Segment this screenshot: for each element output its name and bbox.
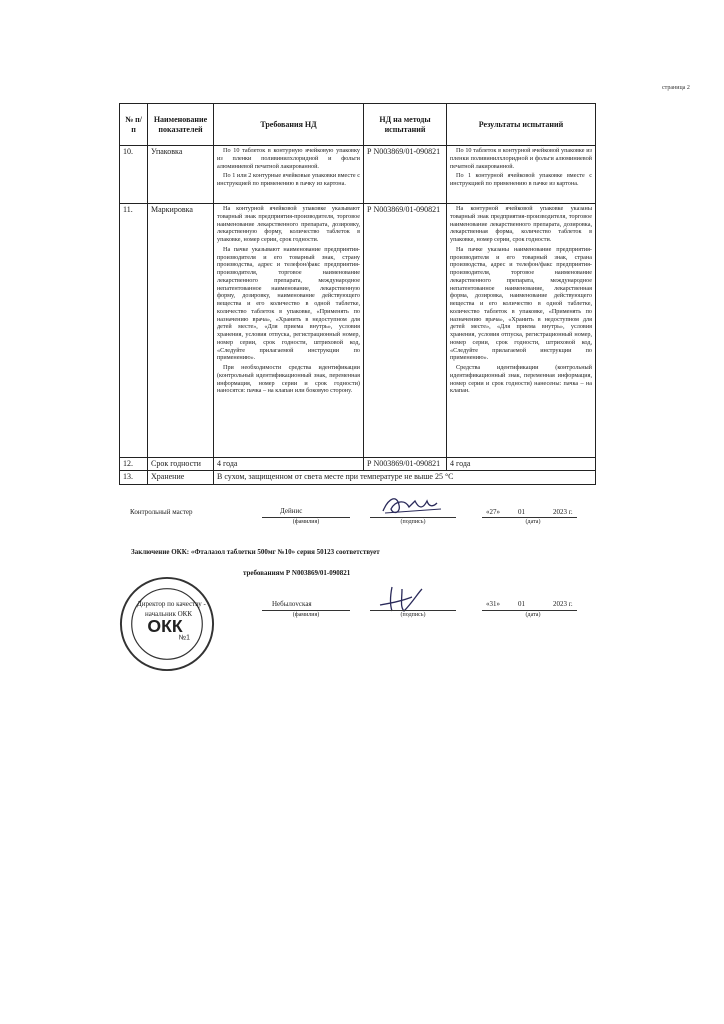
header-num: № п/п <box>120 104 148 146</box>
row-merged: В сухом, защищенном от света месте при температуре не выше 25 °С <box>214 471 596 484</box>
row-requirements <box>214 146 364 204</box>
req-paragraph: На пачке указывают наименование предприятия-производителя и его товарный знак, страну производства, адрес и телефон/факс предприятия-производителя, торговое наименование лекарственного препарата, международное непатентованное наименование, лекарственную форму, дозировку, наименование действующего вещества и его количество в одной таблетке, количество таблеток в упаковке, «Применять по назначению врача», «Хранить в недоступном для детей месте», «Для приема внутрь», условия хранения, условия отпуска, регистрационный номер, номер серии, срок годности, штриховой код, «Следуйте прилагаемой инструкции по применению». <box>217 245 360 362</box>
header-requirements: Требования НД <box>214 104 364 146</box>
director-role-1: Директор по качеству - <box>137 600 206 608</box>
table-row <box>120 458 596 471</box>
row-requirements <box>214 204 364 458</box>
director-role-2: начальник ОКК <box>145 610 192 618</box>
stamp-text: ОКК <box>147 615 183 636</box>
conclusion-line-1: Заключение ОКК: «Фталазол таблетки 500мг №10» серия 50123 соответствует <box>131 548 380 556</box>
table-row <box>120 204 596 458</box>
row-method: Р N003869/01-090821 <box>364 146 447 204</box>
req-paragraph: На контурной ячейковой упаковке указывают товарный знак предприятия-производителя, торговое наименование лекарственного препарата, дозировку, лекарственную форму, количество таблеток в упаковке, номер серии, срок годности. <box>217 205 360 243</box>
director-date-day: «31» <box>486 600 500 608</box>
row-results: 4 года <box>447 458 596 471</box>
master-date-day: «27» <box>486 508 500 516</box>
row-method: Р N003869/01-090821 <box>364 458 447 471</box>
row-requirements: 4 года <box>214 458 364 471</box>
master-name: Дейнис <box>280 507 303 515</box>
director-name-caption: (фамилия) <box>292 612 320 618</box>
req-paragraph: При необходимости средства идентификации (контрольный идентификационный знак, переменная информация, номер серии и срок годности) наносятся: пачка – на клапан или боковую сторону. <box>217 364 360 395</box>
row-num: 10. <box>120 146 148 204</box>
director-date-caption: (дата) <box>525 612 541 618</box>
director-signature <box>372 583 442 613</box>
table-row <box>120 471 596 484</box>
row-num: 11. <box>120 204 148 458</box>
master-role: Контрольный мастер <box>130 508 193 516</box>
row-name: Срок годности <box>148 458 214 471</box>
table-row <box>120 146 596 204</box>
header-name: Наименование показателей <box>148 104 214 146</box>
result-paragraph: По 1 контурной ячейковой упаковке вместе с инструкцией по применению в пачке из картона. <box>450 172 592 187</box>
result-paragraph: На пачке указаны наименование предприятия-производителя и его товарный знак, страна производства, адрес и телефон/факс предприятия-производителя, торговое наименование лекарственного препарата, международное непатентованное наименование, лекарственная форма, дозировка, наименование действующего вещества и его количество в одной таблетке, количество таблеток в упаковке, «Применять по назначению врача», «Хранить в недоступном для детей месте», «Для приема внутрь», условия хранения, условия отпуска, регистрационный номер, номер серии, срок годности, штриховой код, «Следуйте прилагаемой инструкции по применению». <box>450 245 592 362</box>
row-num: 12. <box>120 458 148 471</box>
director-date-month: 01 <box>518 600 525 608</box>
req-paragraph: По 10 таблеток в контурную ячейковую упаковку из пленки поливинилхлоридной и фольги алюминиевой печатной лакированной. <box>217 147 360 170</box>
result-paragraph: По 10 таблеток в контурной ячейковой упаковке из пленки поливинилхлоридной и фольги алюминиевой печатной лакированной. <box>450 147 592 170</box>
result-paragraph: Средства идентификации (контрольный идентификационный знак, переменная информация, номер серии и срок годности) нанесены: пачка – на клапан. <box>450 364 592 395</box>
director-date-year: 2023 г. <box>553 600 573 608</box>
okk-stamp <box>118 575 216 673</box>
req-paragraph: По 1 или 2 контурные ячейковые упаковки вместе с инструкцией по применению в пачку из картона. <box>217 172 360 187</box>
director-name: Небылovская <box>272 600 312 608</box>
result-paragraph: На контурной ячейковой упаковке указаны товарный знак предприятия-производителя, торговое наименование лекарственного препарата, дозировка, лекарственная форма, количество таблеток в упаковке, номер серии, срок годности. <box>450 205 592 243</box>
page-label: страница 2 <box>662 85 690 91</box>
master-date-year: 2023 г. <box>553 508 573 516</box>
row-method: Р N003869/01-090821 <box>364 204 447 458</box>
stamp-number: №1 <box>178 634 190 642</box>
header-method: НД на методы испытаний <box>364 104 447 146</box>
director-sign-caption: (подпись) <box>400 612 426 618</box>
conclusion-line-2: требованиям Р N003869/01-090821 <box>243 569 351 577</box>
master-date-caption: (дата) <box>525 519 541 525</box>
test-results-table <box>119 103 596 485</box>
row-name: Упаковка <box>148 146 214 204</box>
master-date-month: 01 <box>518 508 525 516</box>
master-sign-caption: (подпись) <box>400 519 426 525</box>
master-name-caption: (фамилия) <box>292 519 320 525</box>
row-results <box>447 146 596 204</box>
row-num: 13. <box>120 471 148 484</box>
row-name: Маркировка <box>148 204 214 458</box>
row-name: Хранение <box>148 471 214 484</box>
row-results <box>447 204 596 458</box>
header-results: Результаты испытаний <box>447 104 596 146</box>
